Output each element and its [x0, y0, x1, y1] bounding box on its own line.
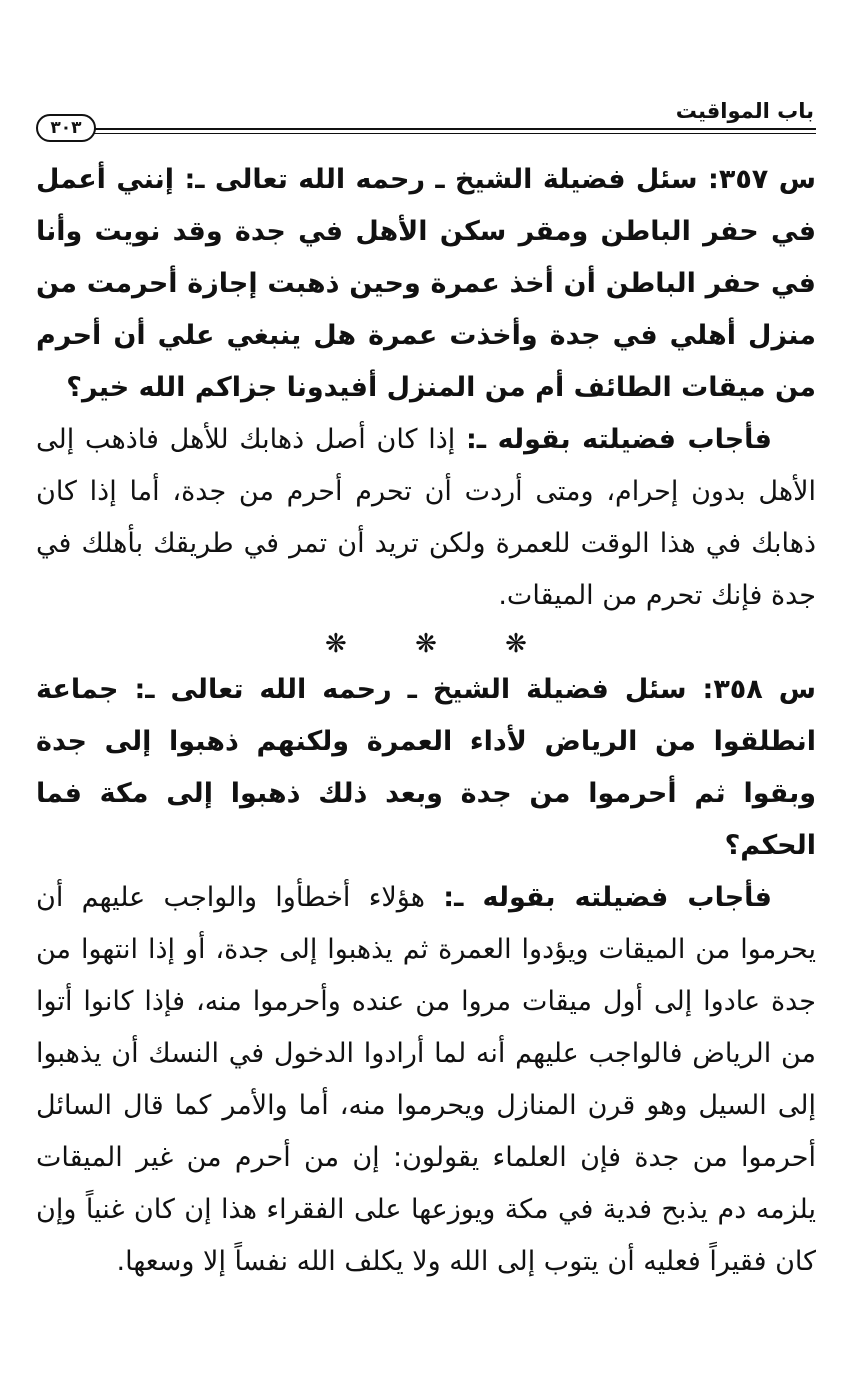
- answer-text: هؤلاء أخطأوا والواجب عليهم أن يحرموا من الميقات ويؤدوا العمرة ثم يذهبوا إلى جدة، أو إذا انتهوا من جدة عادوا إلى أول ميقات مروا من عنده وأحرموا منه، فإذا كانوا أتوا من الرياض فالواجب عليهم أنه لما أرادوا الدخول في النسك أن يذهبوا إلى السيل وهو قرن المنازل ويحرموا منه، أما والأمر كما قال السائل أحرموا من جدة فإن العلماء يقولون: إن من أحرم من غير الميقات يلزمه دم يذبح فدية في مكة ويوزعها على الفقراء هذا إن كان غنياً وإن كان فقيراً فعليه أن يتوب إلى الله ولا يكلف الله نفساً إلا وسعها.: [36, 882, 816, 1277]
- book-page: [36, 92, 816, 1320]
- question-357-block: [36, 154, 816, 622]
- answer-text: إذا كان أصل ذهابك للأهل فاذهب إلى الأهل بدون إحرام، ومتى أردت أن تحرم أحرم من جدة، أما إذا كان ذهابك في هذا الوقت للعمرة ولكن تريد أن تمر في طريقك بأهلك في جدة فإنك تحرم من الميقات.: [36, 424, 816, 611]
- chapter-title: باب المواقيت: [675, 99, 814, 123]
- question-358: [36, 664, 816, 872]
- question-357: [36, 154, 816, 414]
- question-number: س ٣٥٨:: [702, 674, 816, 705]
- answer-357: [36, 414, 816, 622]
- section-separator: ❋ ❋ ❋: [325, 629, 557, 659]
- question-text: سئل فضيلة الشيخ ـ رحمه الله تعالى ـ: إنني أعمل في حفر الباطن ومقر سكن الأهل في جدة وقد نويت وأنا في حفر الباطن أن أخذ عمرة وحين ذهبت إجازة أحرمت من منزل أهلي في جدة وأخذت عمرة هل ينبغي علي أن أحرم من ميقات الطائف أم من المنزل أفيدونا جزاكم الله خير؟: [36, 164, 816, 403]
- answer-lead: فأجاب فضيلته بقوله ـ:: [443, 882, 772, 913]
- answer-lead: فأجاب فضيلته بقوله ـ:: [465, 424, 772, 455]
- answer-358: [36, 872, 816, 1288]
- question-number: س ٣٥٧:: [708, 164, 816, 195]
- question-text: سئل فضيلة الشيخ ـ رحمه الله تعالى ـ: جماعة انطلقوا من الرياض لأداء العمرة ولكنهم ذهبوا إلى جدة وبقوا ثم أحرموا من جدة وبعد ذلك ذهبوا إلى مكة فما الحكم؟: [36, 674, 816, 861]
- page-header: [36, 92, 816, 154]
- question-358-block: [36, 664, 816, 1288]
- header-rule: [94, 128, 816, 134]
- page-number: ٣٠٣: [36, 114, 96, 142]
